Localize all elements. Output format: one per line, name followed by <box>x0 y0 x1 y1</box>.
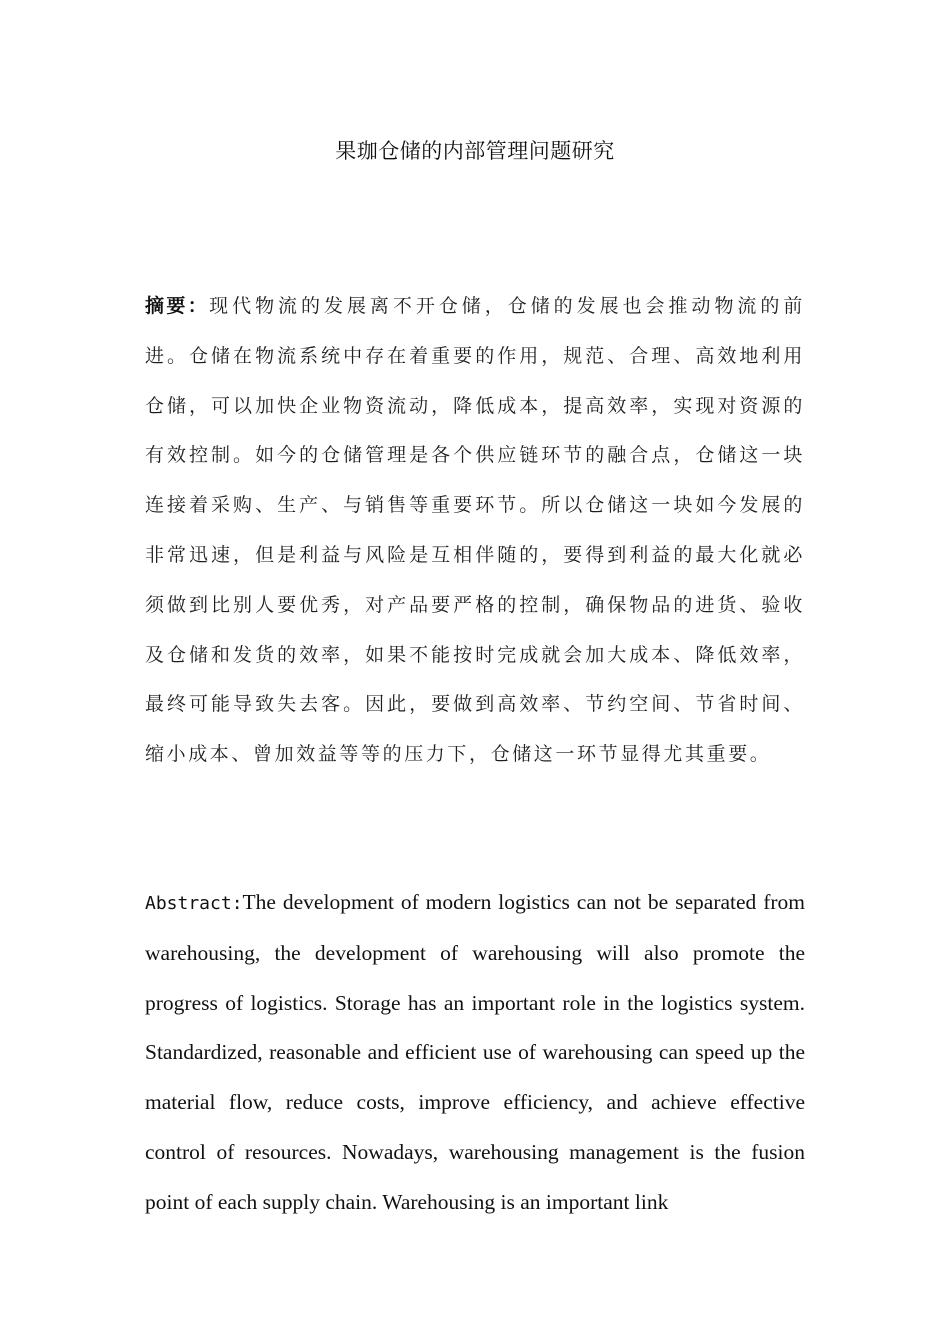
english-abstract-label: Abstract <box>145 893 232 914</box>
chinese-abstract-separator: ： <box>187 295 210 317</box>
english-abstract-separator: : <box>231 893 243 914</box>
chinese-abstract-label: 摘要 <box>145 295 188 317</box>
chinese-abstract-body: 现代物流的发展离不开仓储，仓储的发展也会推动物流的前进。仓储在物流系统中存在着重要的作用，规范、合理、高效地利用仓储，可以加快企业物资流动，降低成本，提高效率，实现对资源的有效控制。如今的仓储管理是各个供应链环节的融合点，仓储这一块连接着采购、生产、与销售等重要环节。所以仓储这一块如今发展的非常迅速，但是利益与风险是互相伴随的，要得到利益的最大化就必须做到比别人要优秀，对产品要严格的控制，确保物品的进货、验收及仓储和发货的效率，如果不能按时完成就会加大成本、降低效率，最终可能导致失去客。因此，要做到高效率、节约空间、节省时间、缩小成本、曾加效益等等的压力下，仓储这一环节显得尤其重要。 <box>145 295 805 766</box>
page-title: 果珈仓储的内部管理问题研究 <box>335 139 615 163</box>
chinese-abstract <box>145 282 805 780</box>
english-abstract-body: The development of modern logistics can not be separated from warehousing, the development of warehousing will also promote the progress of logistics. Storage has an important role in the logistics system. Standardized, reasonable and efficient use of warehousing can speed up the material flow, reduce costs, improve efficiency, and achieve effective control of resources. Nowadays, warehousing management is the fusion point of each supply chain. Warehousing is an important link <box>145 890 805 1214</box>
english-abstract <box>145 878 805 1228</box>
